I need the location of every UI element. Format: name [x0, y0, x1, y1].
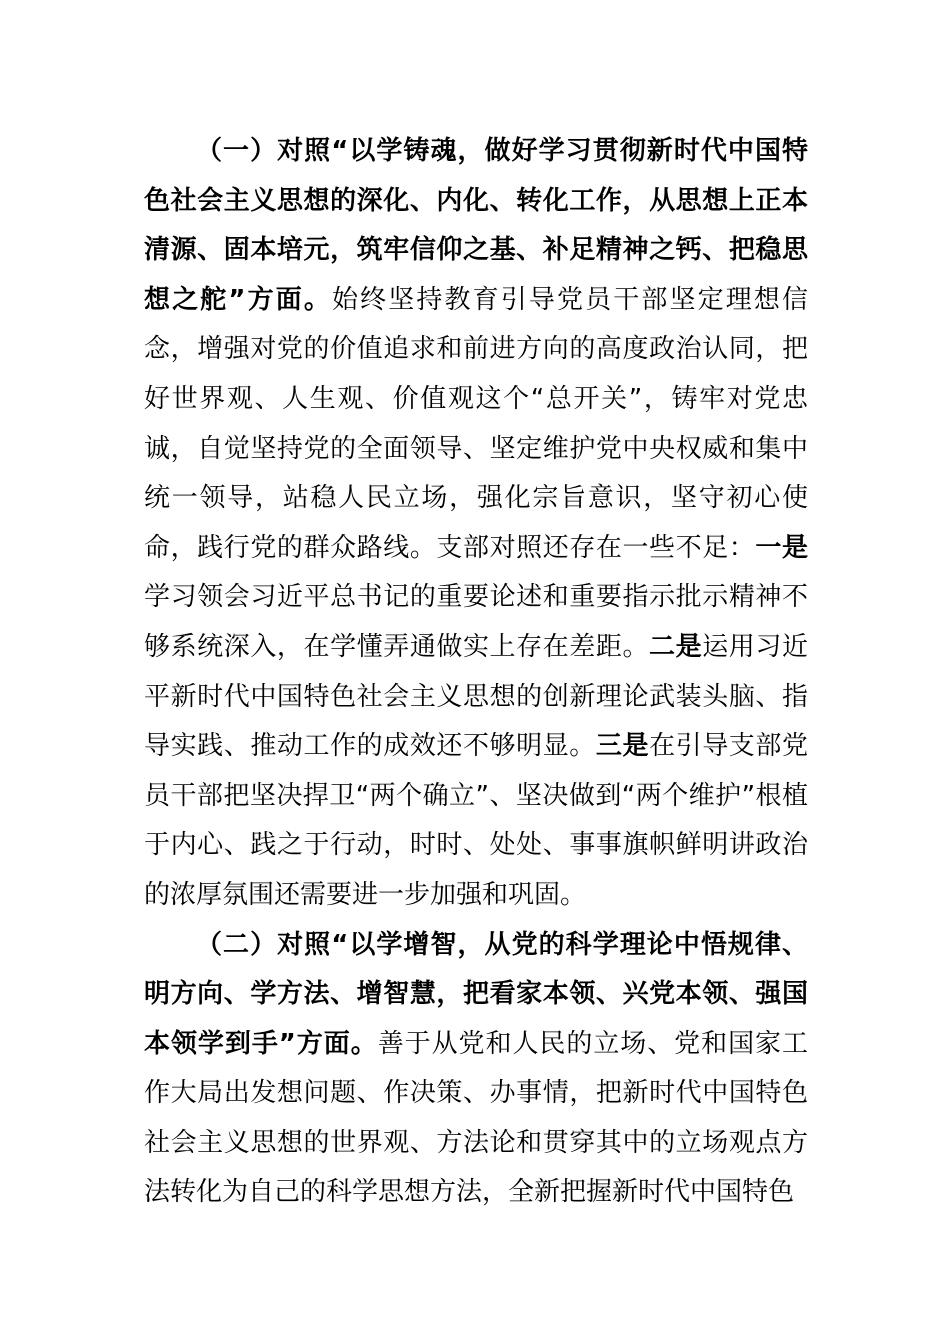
point-3-label: 三是	[595, 731, 650, 762]
section-1-intro: 始终坚持教育引导党员干部坚定理想信念，增强对党的价值追求和前进方向的高度政治认同，把好世界观、人生观、价值观这个“总开关”，铸牢对党忠诚，自觉坚持党的全面领导、坚定维护党中央权威和集中统一领导，站稳人民立场，强化宗旨意识，坚守初心使命，践行党的群众路线。支部对照还存在一些不足：	[144, 284, 808, 563]
point-3-text: 在引导支部党员干部把坚决捍卫“两个确立”、坚决做到“两个维护”根植于内心、践之于行动，时时、处处、事事旗帜鲜明讲政治的浓厚氛围还需要进一步加强和巩固。	[144, 731, 808, 910]
point-1-text: 学习领会习近平总书记的重要论述和重要指示批示精神不够系统深入，在学懂弄通做实上存在差距。	[144, 582, 808, 662]
section-2-paragraph	[144, 921, 808, 1219]
section-1-paragraph	[144, 127, 808, 921]
section-2-heading: （二）对照“以学增智，从党的科学理论中悟规律、明方向、学方法、增智慧，把看家本领、兴党本领、强国本领学到手”方面。	[144, 929, 808, 1059]
point-2-text: 运用习近平新时代中国特色社会主义思想的创新理论武装头脑、指导实践、推动工作的成效还不够明显。	[144, 631, 808, 762]
section-1-heading: （一）对照“以学铸魂，做好学习贯彻新时代中国特色社会主义思想的深化、内化、转化工作，从思想上正本清源、固本培元，筑牢信仰之基、补足精神之钙、把稳思想之舵”方面。	[144, 136, 808, 315]
point-1-label: 一是	[755, 532, 808, 563]
document-page	[144, 127, 808, 1218]
section-2-body: 善于从党和人民的立场、党和国家工作大局出发想问题、作决策、办事情，把新时代中国特色社会主义思想的世界观、方法论和贯穿其中的立场观点方法转化为自己的科学思想方法，全新把握新时代中国特色	[144, 1028, 808, 1208]
point-2-label: 二是	[649, 631, 703, 662]
